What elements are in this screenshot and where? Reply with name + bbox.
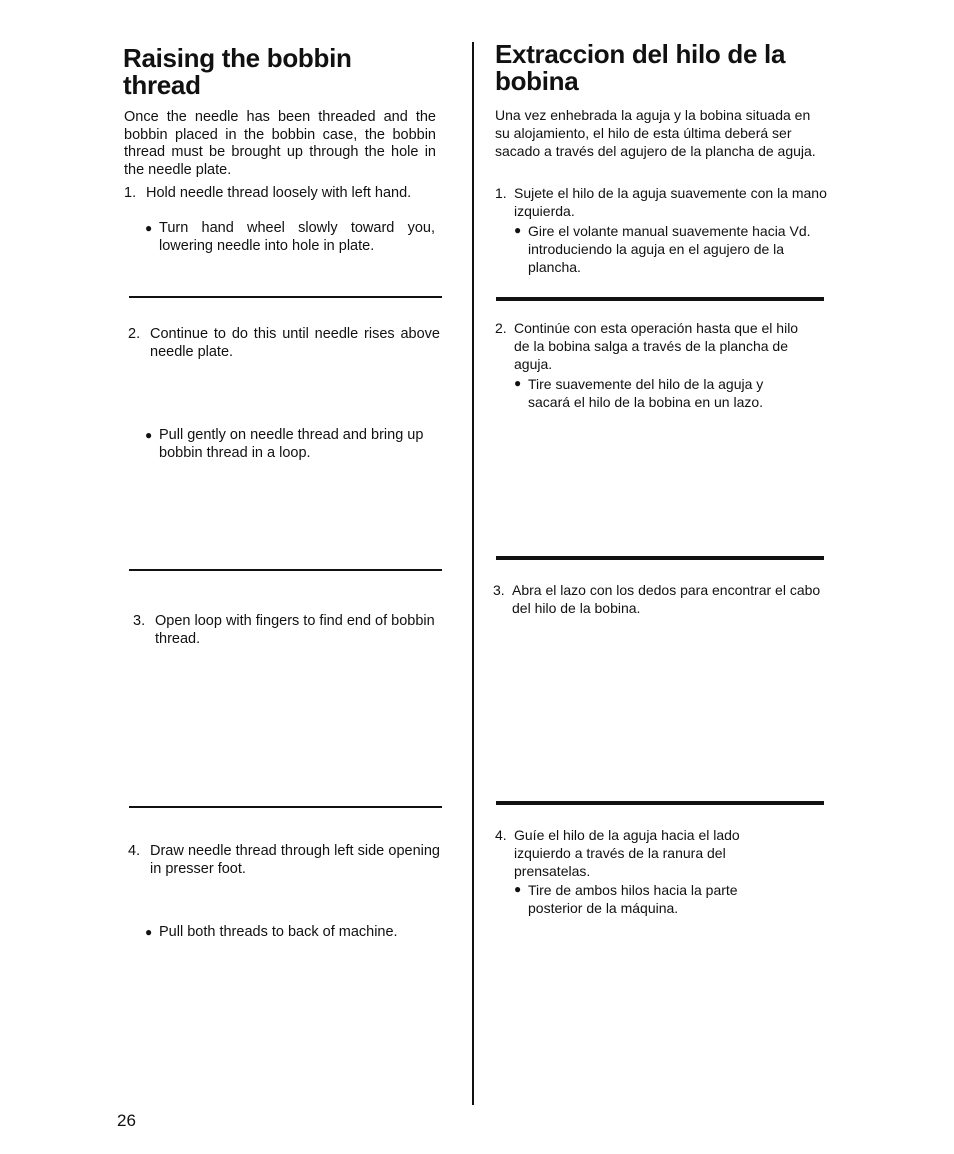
step-text: Guíe el hilo de la aguja hacia el lado izquierdo a través de la ranura del prensatelas. bbox=[514, 827, 740, 879]
step-text: Draw needle thread through left side opening in presser foot. bbox=[150, 843, 440, 877]
english-step-2-bullet bbox=[145, 427, 440, 462]
bullet-icon: ● bbox=[514, 376, 522, 390]
spanish-intro: Una vez enhebrada la aguja y la bobina situada en su alojamiento, el hilo de esta última deberá ser sacado a través del agujero de la plancha de aguja. bbox=[495, 107, 816, 159]
step-number: 4. bbox=[495, 827, 507, 843]
spanish-step-4 bbox=[495, 826, 795, 880]
english-step-1-bullet bbox=[145, 220, 435, 255]
step-number: 2. bbox=[128, 326, 141, 342]
english-step-4 bbox=[128, 843, 440, 878]
bullet-icon: ● bbox=[145, 428, 153, 442]
step-text: Sujete el hilo de la aguja suavemente con la mano izquierda. bbox=[514, 185, 827, 219]
step-text: Abra el lazo con los dedos para encontrar el cabo del hilo de la bobina. bbox=[512, 582, 821, 616]
spanish-step-1 bbox=[495, 184, 827, 220]
column-separator bbox=[472, 42, 474, 1105]
section-divider bbox=[496, 556, 824, 560]
bullet-text: Turn hand wheel slowly toward you, lowering needle into hole in plate. bbox=[159, 220, 435, 254]
section-divider bbox=[129, 569, 442, 571]
step-text: Hold needle thread loosely with left hand. bbox=[146, 185, 412, 201]
bullet-text: Tire de ambos hilos hacia la parte posterior de la máquina. bbox=[528, 882, 738, 916]
step-number: 3. bbox=[493, 582, 505, 598]
step-text: Open loop with fingers to find end of bobbin thread. bbox=[155, 613, 435, 647]
english-step-4-bullet bbox=[145, 924, 440, 942]
section-divider bbox=[129, 296, 442, 298]
bullet-icon: ● bbox=[514, 882, 522, 896]
section-divider bbox=[496, 297, 824, 301]
spanish-title-line2: bobina bbox=[495, 66, 579, 96]
english-title-line2: thread bbox=[123, 70, 201, 100]
english-step-3 bbox=[133, 613, 443, 648]
spanish-step-4-bullet bbox=[514, 881, 784, 917]
step-text: Continue to do this until needle rises above needle plate. bbox=[150, 326, 440, 360]
spanish-title-line1: Extraccion del hilo de la bbox=[495, 39, 786, 69]
page-number: 26 bbox=[117, 1111, 136, 1130]
spanish-title bbox=[495, 41, 835, 95]
section-divider bbox=[496, 801, 824, 805]
step-number: 4. bbox=[128, 843, 141, 859]
step-number: 1. bbox=[124, 185, 137, 201]
spanish-step-2 bbox=[495, 319, 817, 373]
bullet-text: Gire el volante manual suavemente hacia Vd. introduciendo la aguja en el agujero de la plancha. bbox=[528, 223, 811, 275]
english-title-line1: Raising the bobbin bbox=[123, 43, 352, 73]
english-step-2 bbox=[128, 326, 440, 361]
step-number: 3. bbox=[133, 613, 146, 629]
bullet-icon: ● bbox=[514, 223, 522, 237]
step-text: Continúe con esta operación hasta que el hilo de la bobina salga a través de la plancha de aguja. bbox=[514, 320, 799, 372]
spanish-step-2-bullet bbox=[514, 375, 804, 411]
english-intro: Once the needle has been threaded and the bobbin placed in the bobbin case, the bobbin thread must be brought up through the hole in the needle plate. bbox=[124, 109, 436, 178]
spanish-step-3 bbox=[493, 581, 827, 617]
step-number: 2. bbox=[495, 320, 507, 336]
bullet-icon: ● bbox=[145, 221, 153, 235]
bullet-text: Pull gently on needle thread and bring up bobbin thread in a loop. bbox=[159, 427, 424, 461]
bullet-icon: ● bbox=[145, 925, 153, 939]
section-divider bbox=[129, 806, 442, 808]
spanish-step-1-bullet bbox=[514, 222, 820, 276]
bullet-text: Tire suavemente del hilo de la aguja y sacará el hilo de la bobina en un lazo. bbox=[528, 376, 764, 410]
english-step-1 bbox=[124, 185, 442, 203]
english-title bbox=[123, 45, 453, 99]
step-number: 1. bbox=[495, 185, 507, 201]
bullet-text: Pull both threads to back of machine. bbox=[159, 924, 398, 940]
